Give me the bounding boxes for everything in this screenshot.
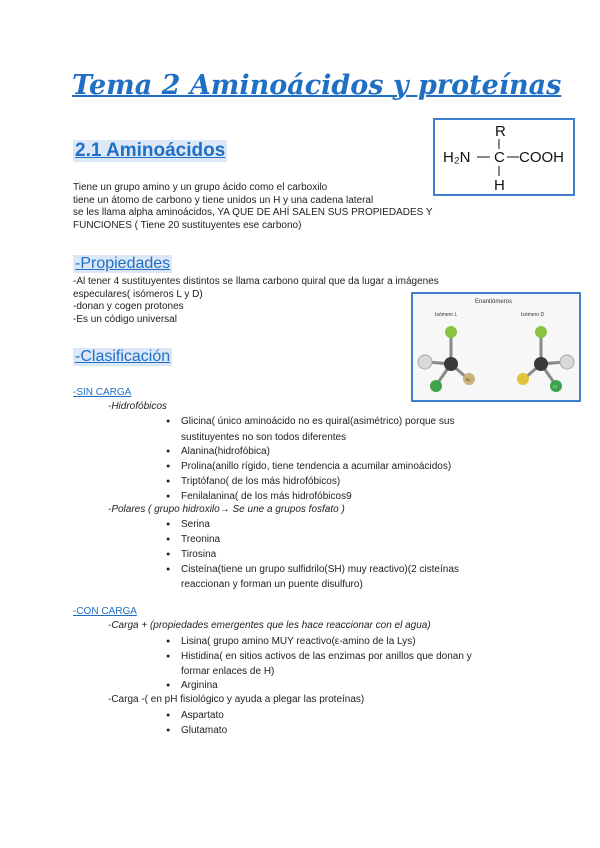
enantiomers-image [411, 292, 581, 402]
propiedades-line: -donan y cogen protones [73, 301, 184, 312]
carga-positiva-list [166, 634, 472, 664]
carga-positiva-list-cont [166, 678, 218, 693]
list-item: ● Aspartato [166, 708, 227, 723]
hidrofobicos-label: -Hidrofóbicos [108, 401, 167, 412]
formula-h: H [494, 177, 505, 194]
list-item: ● Lisina( grupo amino MUY reactivo(ε-amino de la Lys) [166, 634, 472, 649]
image-top-label: Enantiómeros [475, 299, 513, 305]
amino-acid-formula-box [433, 118, 575, 196]
propiedades-heading: -Propiedades [75, 255, 171, 272]
formula-c: C [494, 149, 505, 166]
con-carga-label: -CON CARGA [73, 606, 137, 617]
propiedades-line: -Al tener 4 sustituyentes distintos se llama carbono quiral que da lugar a imágenes [73, 276, 439, 287]
section-heading: 2.1 Aminoácidos [75, 140, 226, 161]
list-item: ● Tirosina [166, 547, 459, 562]
substituent-br: Br [466, 377, 470, 382]
carga-positiva-label: -Carga + (propiedades emergentes que les hace reaccionar con el agua) [108, 620, 431, 631]
substituent-cl: Cl [553, 384, 557, 389]
list-item: ● Alanina(hidrofóbica) [166, 444, 451, 459]
polares-label: -Polares ( grupo hidroxilo→ Se une a grupos fosfato ) [108, 504, 345, 515]
enantiomers-illustration [413, 294, 579, 400]
intro-line: se les llama alpha aminoácidos, YA QUE DE AHÍ SALEN SUS PROPIEDADES Y [73, 207, 433, 218]
formula-h2n: H₂N [443, 149, 471, 166]
polares-list [166, 517, 459, 577]
hidrofobicos-list [166, 414, 454, 429]
list-item-continuation: reaccionan y forman un puente disulfuro) [181, 579, 363, 590]
propiedades-line: especulares( isómeros L y D) [73, 288, 203, 300]
list-item: ● Arginina [166, 678, 218, 693]
intro-line: FUNCIONES ( Tiene 20 sustituyentes ese carbono) [73, 219, 302, 231]
page-title: Tema 2 Aminoácidos y proteínas [72, 70, 562, 101]
formula-cooh: COOH [519, 149, 564, 166]
list-item: ● Histidina( en sitios activos de las enzimas por anillos que donan y [166, 649, 472, 664]
image-left-label: Isómero L [435, 312, 458, 318]
sin-carga-label: -SIN CARGA [73, 387, 132, 398]
formula-r: R [495, 123, 506, 140]
intro-line: Tiene un grupo amino y un grupo ácido como el carboxilo [73, 182, 328, 193]
list-item: ● Triptófano( de los más hidrofóbicos) [166, 474, 451, 489]
propiedades-text [73, 276, 439, 326]
list-item: ● Cisteína(tiene un grupo sulfidrilo(SH) muy reactivo)(2 cisteínas [166, 562, 459, 577]
list-item: ● Treonina [166, 532, 459, 547]
list-item: ● Serina [166, 517, 459, 532]
intro-paragraph [73, 182, 433, 232]
list-item: ● Glutamato [166, 723, 227, 738]
list-item-continuation: sustituyentes no son todos diferentes [181, 432, 347, 443]
intro-line: tiene un átomo de carbono y tiene unidos un H y una cadena lateral [73, 194, 374, 206]
carga-negativa-list [166, 708, 227, 738]
list-item-continuation: formar enlaces de H) [181, 666, 275, 677]
propiedades-line: -Es un código universal [73, 313, 177, 325]
carga-negativa-label: -Carga -( en pH fisiológico y ayuda a plegar las proteínas) [108, 694, 365, 705]
list-item: ● Glicina( único aminoácido no es quiral(asimétrico) porque sus [166, 414, 454, 429]
image-right-label: Isómero D [521, 312, 545, 318]
clasificacion-heading: -Clasificación [75, 348, 171, 365]
hidrofobicos-list-cont [166, 444, 451, 504]
list-item: ● Fenilalanina( de los más hidrofóbicos9 [166, 489, 451, 504]
amino-acid-formula [435, 120, 573, 194]
list-item: ● Prolina(anillo rígido, tiene tendencia a acumilar aminoácidos) [166, 459, 451, 474]
